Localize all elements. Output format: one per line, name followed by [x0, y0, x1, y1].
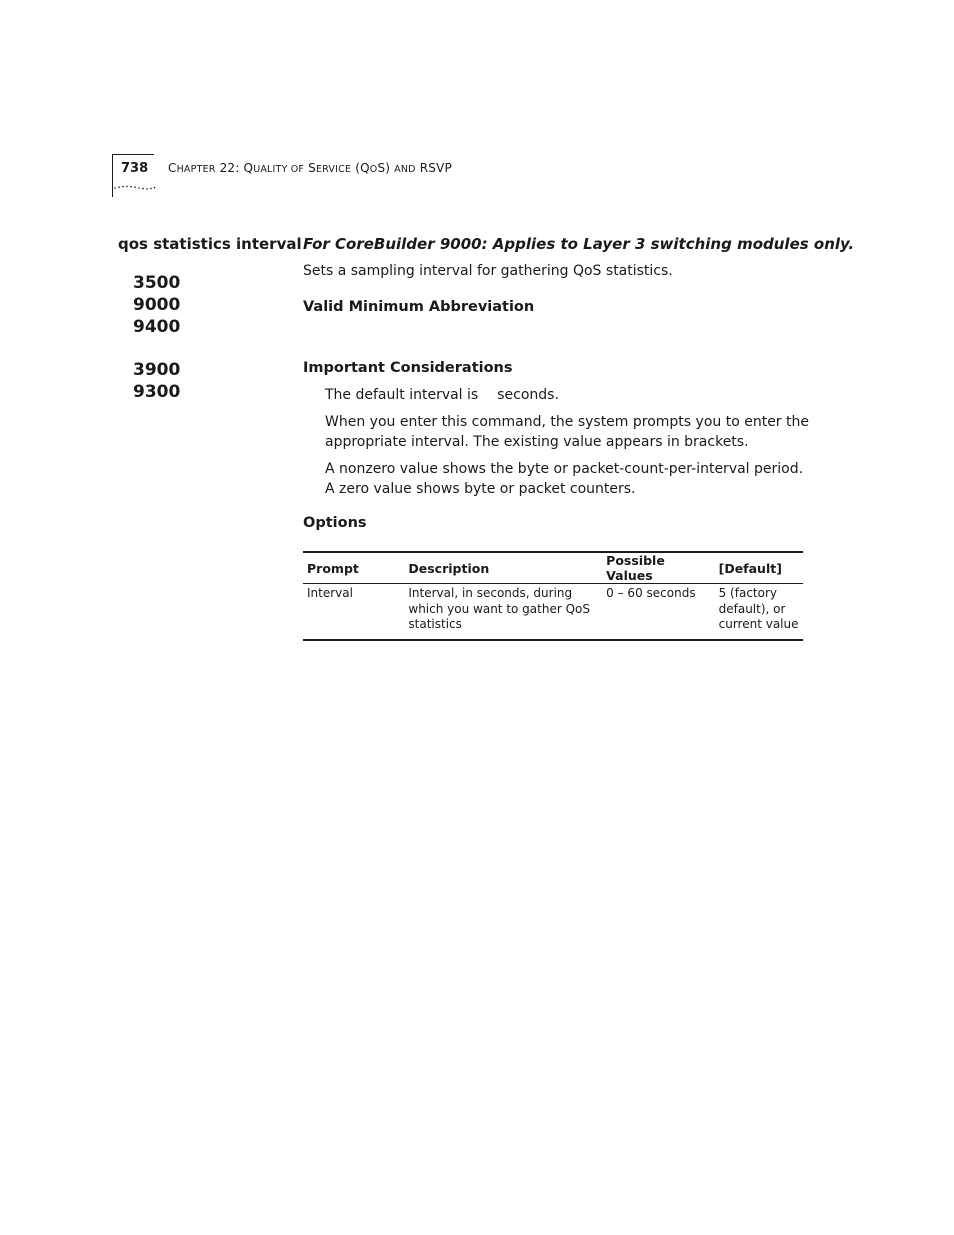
- nonzero-note: A nonzero value shows the byte or packet-count-per-interval period. A zero value shows byte or packet counters.: [325, 461, 804, 497]
- default-interval-note: The default interval is seconds.: [325, 387, 559, 403]
- cell-possible-values: 0 – 60 seconds: [606, 586, 696, 600]
- table-header-row: [303, 552, 803, 584]
- applies-note: For CoreBuilder 9000: Applies to Layer 3 switching modules only.: [303, 235, 855, 253]
- cell-prompt: Interval: [307, 586, 353, 600]
- considerations-heading: Important Considerations: [303, 360, 513, 376]
- column-header-default: [Default]: [718, 560, 782, 576]
- chapter-title: CHAPTER 22: QUALITY OF SERVICE (QOS) AND RSVP: [168, 161, 452, 175]
- column-header-possible-values: Possible Values: [606, 553, 665, 583]
- cell-description: Interval, in seconds, during which you want to gather QoS statistics: [408, 586, 590, 631]
- header-dots-decoration: [114, 184, 156, 192]
- options-table: [303, 551, 803, 641]
- platform-label: 3900: [133, 360, 181, 380]
- command-description: Sets a sampling interval for gathering QoS statistics.: [303, 263, 673, 279]
- column-header-prompt: Prompt: [307, 560, 359, 576]
- platform-label: 3500: [133, 273, 181, 293]
- table-row: [303, 584, 803, 640]
- platform-label: 9300: [133, 382, 181, 402]
- platform-label: 9400: [133, 317, 181, 337]
- header-rule-horizontal: [112, 154, 154, 155]
- column-header-description: Description: [408, 560, 490, 576]
- valid-min-abbrev-heading: Valid Minimum Abbreviation: [303, 299, 535, 315]
- prompt-note: When you enter this command, the system prompts you to enter the appropriate interval. The existing value appears in brackets.: [325, 414, 809, 450]
- cell-default: 5 (factory default), or current value: [718, 586, 799, 631]
- platform-label: 9000: [133, 295, 181, 315]
- page-number: 738: [121, 161, 149, 176]
- header-rule-vertical: [112, 154, 113, 197]
- options-heading: Options: [303, 515, 367, 531]
- command-name: qos statistics interval: [118, 235, 302, 253]
